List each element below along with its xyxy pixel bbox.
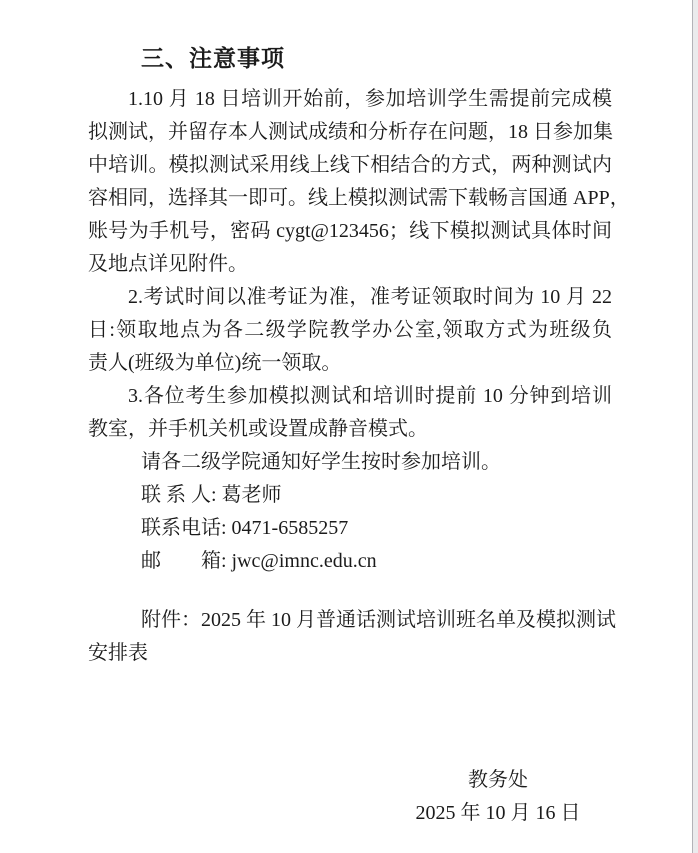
signature-block (398, 764, 598, 830)
paragraph-1-line: 及地点详见附件。 (88, 253, 248, 275)
paragraph-3-line: 3.各位考生参加模拟测试和培训时提前 10 分钟到培训 (128, 385, 612, 407)
contact-email-line: 邮 箱: jwc@imnc.edu.cn (141, 550, 377, 572)
contact-person-line: 联 系 人: 葛老师 (141, 484, 282, 506)
paragraph-2-line: 责人(班级为单位)统一领取。 (88, 352, 342, 374)
contact-phone-line: 联系电话: 0471-6585257 (141, 517, 349, 539)
section-heading-notes: 三、注意事项 (141, 45, 285, 71)
paragraph-2-line: 日:领取地点为各二级学院教学办公室,领取方式为班级负 (88, 319, 612, 341)
paragraph-3-line: 教室，并手机关机或设置成静音模式。 (88, 418, 428, 440)
document-body (88, 0, 630, 830)
signature-date: 2025 年 10 月 16 日 (415, 802, 581, 824)
paragraph-1-line: 容相同，选择其一即可。线上模拟测试需下载畅言国通 APP， (88, 187, 630, 209)
signature-org: 教务处 (468, 769, 528, 791)
attachment-block (88, 604, 616, 670)
paragraph-1-line: 拟测试，并留存本人测试成绩和分析存在问题，18 日参加集 (88, 121, 613, 143)
paragraph-1-line: 1.10 月 18 日培训开始前，参加培训学生需提前完成模 (128, 88, 612, 110)
attachment-line: 安排表 (88, 642, 148, 664)
notice-reminder-line: 请各二级学院通知好学生按时参加培训。 (141, 451, 501, 473)
window-edge-strip (692, 0, 698, 853)
paragraph-2-line: 2.考试时间以准考证为准，准考证领取时间为 10 月 22 (128, 286, 612, 308)
paragraph-1-line: 账号为手机号，密码 cygt@123456；线下模拟测试具体时间 (88, 220, 612, 242)
attachment-line: 附件：2025 年 10 月普通话测试培训班名单及模拟测试 (141, 609, 616, 631)
paragraph-1-line: 中培训。模拟测试采用线上线下相结合的方式，两种测试内 (88, 154, 612, 176)
